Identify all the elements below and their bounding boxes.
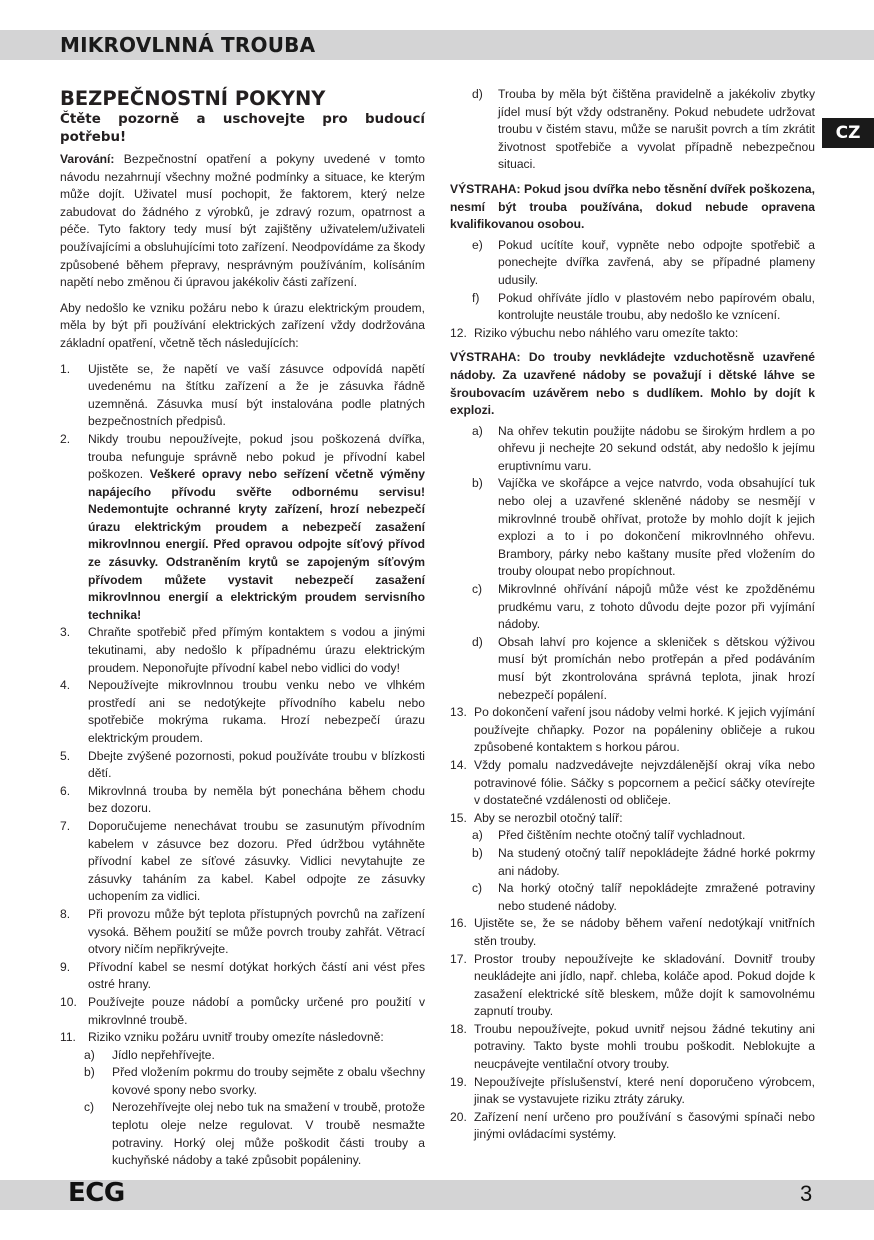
item-number: 4. xyxy=(60,678,71,693)
list-item xyxy=(450,704,815,757)
sub-item-letter: d) xyxy=(472,87,483,101)
item-text: Doporučujeme nenechávat troubu se zasunutým přívodním kabelem v zásuvce bez dozoru. Před údržbou vytáhněte přívodní kabel ze síťové zásuvky. Vidlici nevytahujte ze zásuvky taháním za kabel. Kabel odpojte ze zásuvky uchopením za vidlici. xyxy=(88,818,425,904)
sub-item xyxy=(450,290,815,325)
sub-item xyxy=(450,475,815,581)
item-text: Nikdy troubu nepoužívejte, pokud jsou poškozená dvířka, trouba nefunguje správně nebo pokud je přívodní kabel poškozen. xyxy=(88,431,425,482)
sub-item-letter: a) xyxy=(472,423,483,438)
sub-item-text: Nerozehřívejte olej nebo tuk na smažení v troubě, protože teplotu oleje nelze regulovat. V troubě nesmažte potraviny. Horký olej může poškodit části trouby a kuchyňské nádoby a také způsobit popáleniny. xyxy=(112,1100,425,1168)
warning-block: VÝSTRAHA: Pokud jsou dvířka nebo těsnění dvířek poškozena, nesmí být trouba používána, dokud nebude opravena kvalifikovanou osobou. xyxy=(450,181,815,232)
list-item xyxy=(450,951,815,1021)
item-text: Přívodní kabel se nesmí dotýkat horkých částí ani vést přes ostré hrany. xyxy=(88,959,425,992)
section-subtitle: Čtěte pozorně a uschovejte pro budoucí potřebu! xyxy=(60,112,425,145)
sub-item-text: Jídlo nepřehřívejte. xyxy=(112,1047,215,1062)
list-item xyxy=(60,959,425,994)
item-bold-text: Veškeré opravy nebo seřízení včetně výměny napájecího přívodu svěřte odbornému servisu! Nedemontujte ochranné kryty zařízení, hrozí nebezpečí úrazu elektrickým proudem a nebezpečí zasažení mikrovlnnou energií. Před opravou odpojte síťový přívod ze zásuvky. Odstraněním krytů se zapojeným síťovým přívodem můžete vystavit nebezpečí zasažení mikrovlnnou energií a elektrickým proudem servisního technika! xyxy=(88,467,426,622)
sub-item xyxy=(450,845,815,880)
sub-item-letter: a) xyxy=(472,828,483,843)
item-text: Ujistěte se, že se nádoby během vaření nedotýkají vnitřních stěn trouby. xyxy=(474,916,815,948)
item-text: Používejte pouze nádobí a pomůcky určené pro použití v mikrovlnné troubě. xyxy=(88,994,425,1027)
item-text: Aby se nerozbil otočný talíř: xyxy=(474,810,623,825)
item-text: Mikrovlnná trouba by neměla být ponechána během chodu bez dozoru. xyxy=(88,783,425,816)
item-text: Dbejte zvýšené pozornosti, pokud používáte troubu v blízkosti dětí. xyxy=(88,748,425,781)
item-number: 1. xyxy=(60,361,71,376)
sub-item-text: Mikrovlnné ohřívání nápojů může vést ke zpožděnému prudkému varu, z tohoto důvodu dejte pozor při vyjímání nádoby. xyxy=(498,582,815,632)
item-text: Prostor trouby nepoužívejte ke skladování. Dovnitř trouby neukládejte ani jídlo, např. chleba, koláče apod. Pokud dojde k zasažení elektrické sítě bleskem, může dojít k samovolnému zapnutí trouby. xyxy=(474,951,815,1019)
list-item xyxy=(60,361,425,431)
item-number: 14. xyxy=(450,757,467,772)
list-item xyxy=(60,431,425,625)
sub-item-letter: b) xyxy=(84,1065,95,1080)
sub-item xyxy=(450,86,815,174)
sub-item-letter: a) xyxy=(84,1047,95,1062)
item-number: 19. xyxy=(450,1074,467,1089)
warning-paragraph xyxy=(60,151,425,292)
sub-item-letter: c) xyxy=(472,582,483,597)
sub-item xyxy=(450,880,815,915)
sub-item xyxy=(450,423,815,476)
list-item xyxy=(450,810,815,828)
sub-item-text: Před vložením pokrmu do trouby sejměte z obalu všechny kovové spony nebo svorky. xyxy=(112,1065,425,1097)
item-number: 3. xyxy=(60,625,71,640)
ecg-logo: ECG xyxy=(68,1178,125,1208)
sub-item-letter: c) xyxy=(472,881,483,896)
sub-item xyxy=(450,634,815,704)
item-text: Nepoužívejte příslušenství, které není doporučeno výrobcem, jinak se vystavujete riziku ztráty záruky. xyxy=(474,1074,815,1107)
header-bar xyxy=(0,30,874,60)
sub-item xyxy=(450,237,815,290)
item-text: Chraňte spotřebič před přímým kontaktem s vodou a jinými tekutinami, aby nedošlo k případnému úrazu elektrickým proudem. Neponořujte přívodní kabel nebo vidlici do vody! xyxy=(88,625,425,675)
sub-item-letter: e) xyxy=(472,237,483,252)
list-item xyxy=(450,1074,815,1109)
page-header-title: MIKROVLNNÁ TROUBA xyxy=(60,33,316,57)
list-item xyxy=(60,624,425,677)
item-number: 18. xyxy=(450,1021,467,1036)
item-text: Vždy pomalu nadzvedávejte nejvzdálenější okraj víka nebo potravinové fólie. Sáčky s popcornem a pečicí sáčky otevírejte v dostatečné vzdálenosti od obličeje. xyxy=(474,757,815,808)
item-text: Riziko vzniku požáru uvnitř trouby omezíte následovně: xyxy=(88,1030,384,1045)
sub-item xyxy=(450,581,815,634)
item-number: 20. xyxy=(450,1109,467,1124)
page-number: 3 xyxy=(800,1181,813,1206)
item-text: Troubu nepoužívejte, pokud uvnitř nejsou žádné tekutiny ani potraviny. Takto byste mohli troubu poškodit. Neblokujte a neucpávejte ventilační otvory trouby. xyxy=(474,1021,815,1072)
sub-item-letter: b) xyxy=(472,845,483,860)
item-number: 6. xyxy=(60,783,71,798)
sub-item-text: Na ohřev tekutin použijte nádobu se širokým hrdlem a po ohřevu ji nechejte 20 sekund odstát, aby nedošlo k jejímu eruptivnímu varu. xyxy=(498,423,815,473)
language-tab: CZ xyxy=(822,118,874,148)
item-text: Riziko výbuchu nebo náhlého varu omezíte takto: xyxy=(474,325,739,340)
item-text: Ujistěte se, že napětí ve vaší zásuvce odpovídá napětí uvedenému na štítku zařízení a že je zásuvka řádně uzemněná. Zásuvka musí být instalována podle platných bezpečnostních předpisů. xyxy=(88,361,425,429)
sub-item xyxy=(450,827,815,845)
section-title: BEZPEČNOSTNÍ POKYNY xyxy=(60,87,326,110)
sub-item-letter: f) xyxy=(472,290,480,305)
intro-paragraph: Aby nedošlo ke vzniku požáru nebo k úrazu elektrickým proudem, měla by být při používání elektrických zařízení vždy dodržována základní opatření, včetně těch následujících: xyxy=(60,300,425,350)
item-text: Nepoužívejte mikrovlnnou troubu venku nebo ve vlhkém prostředí ani se nedotýkejte přívodního kabelu nebo spotřebiče mokrýma rukama. Hrozí nebezpečí úrazu elektrickým proudem. xyxy=(88,678,425,745)
sub-item-text: Trouba by měla být čištěna pravidelně a jakékoliv zbytky jídel musí být vždy odstraněny. Pokud nebudete udržovat troubu v čistém stavu, může se narušit povrch a tím zkrátit životnost spotřebiče a vyvolat případně nebezpečnou situaci. xyxy=(498,87,815,172)
list-item xyxy=(60,906,425,959)
sub-item-letter: b) xyxy=(472,476,483,491)
list-item xyxy=(450,1109,815,1144)
warning-label: Varování: xyxy=(60,152,115,166)
item-number: 2. xyxy=(60,431,71,446)
sub-item-text: Pokud ucítíte kouř, vypněte nebo odpojte spotřebič a ponechejte dvířka zavřená, aby se případné plameny udusily. xyxy=(498,237,815,287)
sub-item-text: Pokud ohříváte jídlo v plastovém nebo papírovém obalu, kontrolujte neustále troubu, aby nedošlo ke vznícení. xyxy=(498,290,815,323)
item-number: 17. xyxy=(450,951,467,966)
item-number: 16. xyxy=(450,916,467,931)
warning-text: Bezpečnostní opatření a pokyny uvedené v tomto návodu nezahrnují všechny možné podmínky a situace, ke kterým může dojít. Uživatel musí pochopit, že faktorem, který nelze zabudovat do žádného z výrobků, je zdravý rozum, opatrnost a péče. Tyto faktory tedy musí být zajištěny uživatelem/uživateli používajícími a obsluhujícími toto zařízení. Neodpovídáme za škody způsobené během přepravy, nesprávným používáním, kolísáním napětí nebo změnou či úpravou jakékoliv části zařízení. xyxy=(60,152,425,290)
item-number: 11. xyxy=(60,1030,76,1045)
item-number: 7. xyxy=(60,818,71,833)
list-item xyxy=(60,1029,425,1047)
item-number: 5. xyxy=(60,748,71,763)
sub-item-letter: c) xyxy=(84,1100,95,1115)
warning-block: VÝSTRAHA: Do trouby nevkládejte vzduchotěsně uzavřené nádoby. Za uzavřené nádoby se považují i dětské láhve se šroubovacím uzávěrem nebo s dudlíkem. Mohlo by dojít k explozi. xyxy=(450,350,815,418)
list-item xyxy=(60,748,425,783)
list-item xyxy=(450,757,815,810)
item-text: Při provozu může být teplota přístupných povrchů na zařízení vysoká. Během použití se může povrch trouby zahřát. Větrací otvory ničím nepřikrývejte. xyxy=(88,906,425,957)
item-number: 13. xyxy=(450,705,467,720)
sub-item-text: Na studený otočný talíř nepokládejte žádné horké pokrmy ani nádoby. xyxy=(498,845,815,878)
list-item xyxy=(60,677,425,747)
item-number: 9. xyxy=(60,959,71,974)
sub-item-text: Na horký otočný talíř nepokládejte zmražené potraviny nebo studené nádoby. xyxy=(498,881,815,913)
sub-item-text: Vajíčka ve skořápce a vejce natvrdo, voda obsahující tuk nebo olej a uzavřené skleněné nádoby se nesmějí v mikrovlnné troubě ohřívat, protože by mohlo dojít k jejich explozi a to i po dokončení mikrovlnného ohřevu. Brambory, párky nebo kaštany musíte před vložením do trouby oloupat nebo propíchnout. xyxy=(498,476,815,579)
sub-item xyxy=(60,1064,425,1099)
sub-item xyxy=(60,1047,425,1065)
list-item xyxy=(450,325,815,343)
sub-item-text: Před čištěním nechte otočný talíř vychladnout. xyxy=(498,828,746,843)
right-column xyxy=(450,86,815,1144)
item-number: 8. xyxy=(60,906,71,921)
item-number: 15. xyxy=(450,810,467,825)
sub-item-letter: d) xyxy=(472,634,483,649)
sub-item xyxy=(60,1099,425,1169)
item-number: 10. xyxy=(60,994,77,1009)
left-column xyxy=(60,86,425,1170)
list-item xyxy=(60,818,425,906)
list-item xyxy=(450,1021,815,1074)
item-text: Po dokončení vaření jsou nádoby velmi horké. K jejich vyjímání používejte chňapky. Pozor na popáleniny obličeje a rukou způsobené kontaktem s horkou párou. xyxy=(474,705,815,755)
footer-bar xyxy=(0,1180,874,1210)
item-number: 12. xyxy=(450,325,467,340)
sub-item-text: Obsah lahví pro kojence a skleniček s dětskou výživou musí být promíchán nebo protřepán a před podáváním musí být zkontrolována správná teplota, jinak hrozí nebezpečí popálení. xyxy=(498,634,815,702)
list-item xyxy=(450,915,815,950)
list-item xyxy=(60,783,425,818)
list-item xyxy=(60,994,425,1029)
item-text: Zařízení není určeno pro používání s časovými spínači nebo jinými ovládacími systémy. xyxy=(474,1109,815,1142)
